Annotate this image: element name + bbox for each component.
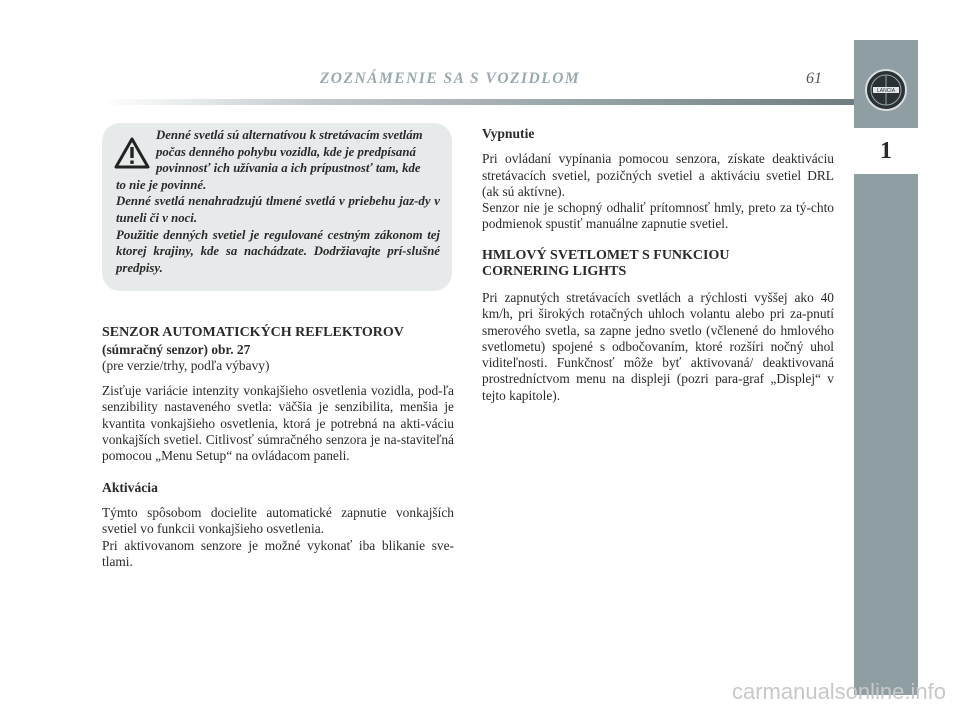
off-text-1: Pri ovládaní vypínania pomocou senzora, získate deaktiváciu stretávacích svetiel, pozičných svetiel a aktiváciu svetiel DRL (ak sú aktívne). bbox=[482, 151, 834, 199]
logo-text: LANCIA bbox=[876, 88, 896, 94]
fog-text: Pri zapnutých stretávacích svetlách a rýchlosti vyššej ako 40 km/h, pri širokých rotačných uhloch volantu alebo pri za-pnutí smerového svetla, sa zapne jedno svetlo (včlenené do hmlového svetlometu) spojené s odbočovaním, ktoré rozšíri nočný uhol viditeľnosti. Funkčnosť môže byť aktivovaná/ deaktivovaná prostredníctvom menu na displeji (pozri para-graf „Displej“ v tejto kapitole). bbox=[482, 289, 834, 403]
warning-paragraph-2: Denné svetlá nenahradzujú tlmené svetlá v priebehu jaz-dy v tuneli či v noci. bbox=[116, 194, 440, 225]
sensor-heading: SENZOR AUTOMATICKÝCH REFLEKTOROV bbox=[102, 325, 404, 340]
right-column bbox=[482, 126, 834, 404]
warning-line-2: počas denného pohybu vozidla, kde je predpísaná bbox=[156, 144, 416, 159]
activation-text-2: Pri aktivovanom senzore je možné vykonať iba blikanie sve-tlami. bbox=[102, 537, 454, 569]
warning-paragraph-3: Použitie denných svetiel je regulované cestným zákonom tej ktorej krajiny, kde sa nachádzate. Dodržiavajte prí-slušné predpisy. bbox=[116, 227, 440, 275]
warning-line-1: Denné svetlá sú alternatívou k stretávacím svetlám bbox=[156, 128, 423, 142]
version-note: (pre verzie/trhy, podľa výbavy) bbox=[102, 357, 270, 373]
lancia-logo-icon bbox=[864, 68, 908, 112]
warning-line-4: to nie je povinné. bbox=[116, 177, 207, 192]
sensor-subheading: (súmračný senzor) obr. 27 bbox=[102, 341, 251, 357]
watermark: carmanualsonline.info bbox=[731, 679, 946, 704]
header-rule bbox=[100, 99, 855, 105]
running-header: ZOZNÁMENIE SA S VOZIDLOM bbox=[319, 70, 581, 87]
page-number: 61 bbox=[806, 70, 822, 87]
sensor-intro: Zisťuje variácie intenzity vonkajšieho osvetlenia vozidla, pod-ľa senzibility nastaveného svetla: väčšia je senzibilita, menšia je kvantita vonkajšieho osvetlenia, ktorá je potrebná na akti-váciu vonkajších svetiel. Citlivosť súmračného senzora je na-staviteľná pomocou „Menu Setup“ na ovládacom paneli. bbox=[102, 383, 454, 464]
warning-text bbox=[116, 127, 440, 276]
fog-heading-line-2: CORNERING LIGHTS bbox=[482, 264, 627, 280]
fog-heading-line-1: HMLOVÝ SVETLOMET S FUNKCIOU bbox=[482, 247, 730, 263]
off-title: Vypnutie bbox=[482, 126, 535, 141]
activation-title: Aktivácia bbox=[102, 479, 158, 495]
left-column bbox=[102, 325, 454, 570]
activation-text-1: Týmto spôsobom docielite automatické zapnutie vonkajších svetiel vo funkcii vonkajšieho osvetlenia. bbox=[102, 504, 454, 537]
warning-line-3: povinnosť ich užívania a ich prípustnosť tam, kde bbox=[156, 161, 421, 176]
chapter-tab[interactable]: 1 bbox=[854, 128, 918, 174]
off-text-2: Senzor nie je schopný odhaliť prítomnosť hmly, preto za tý-chto podmienok spustiť manuálne zapnutie svetiel. bbox=[482, 200, 834, 232]
